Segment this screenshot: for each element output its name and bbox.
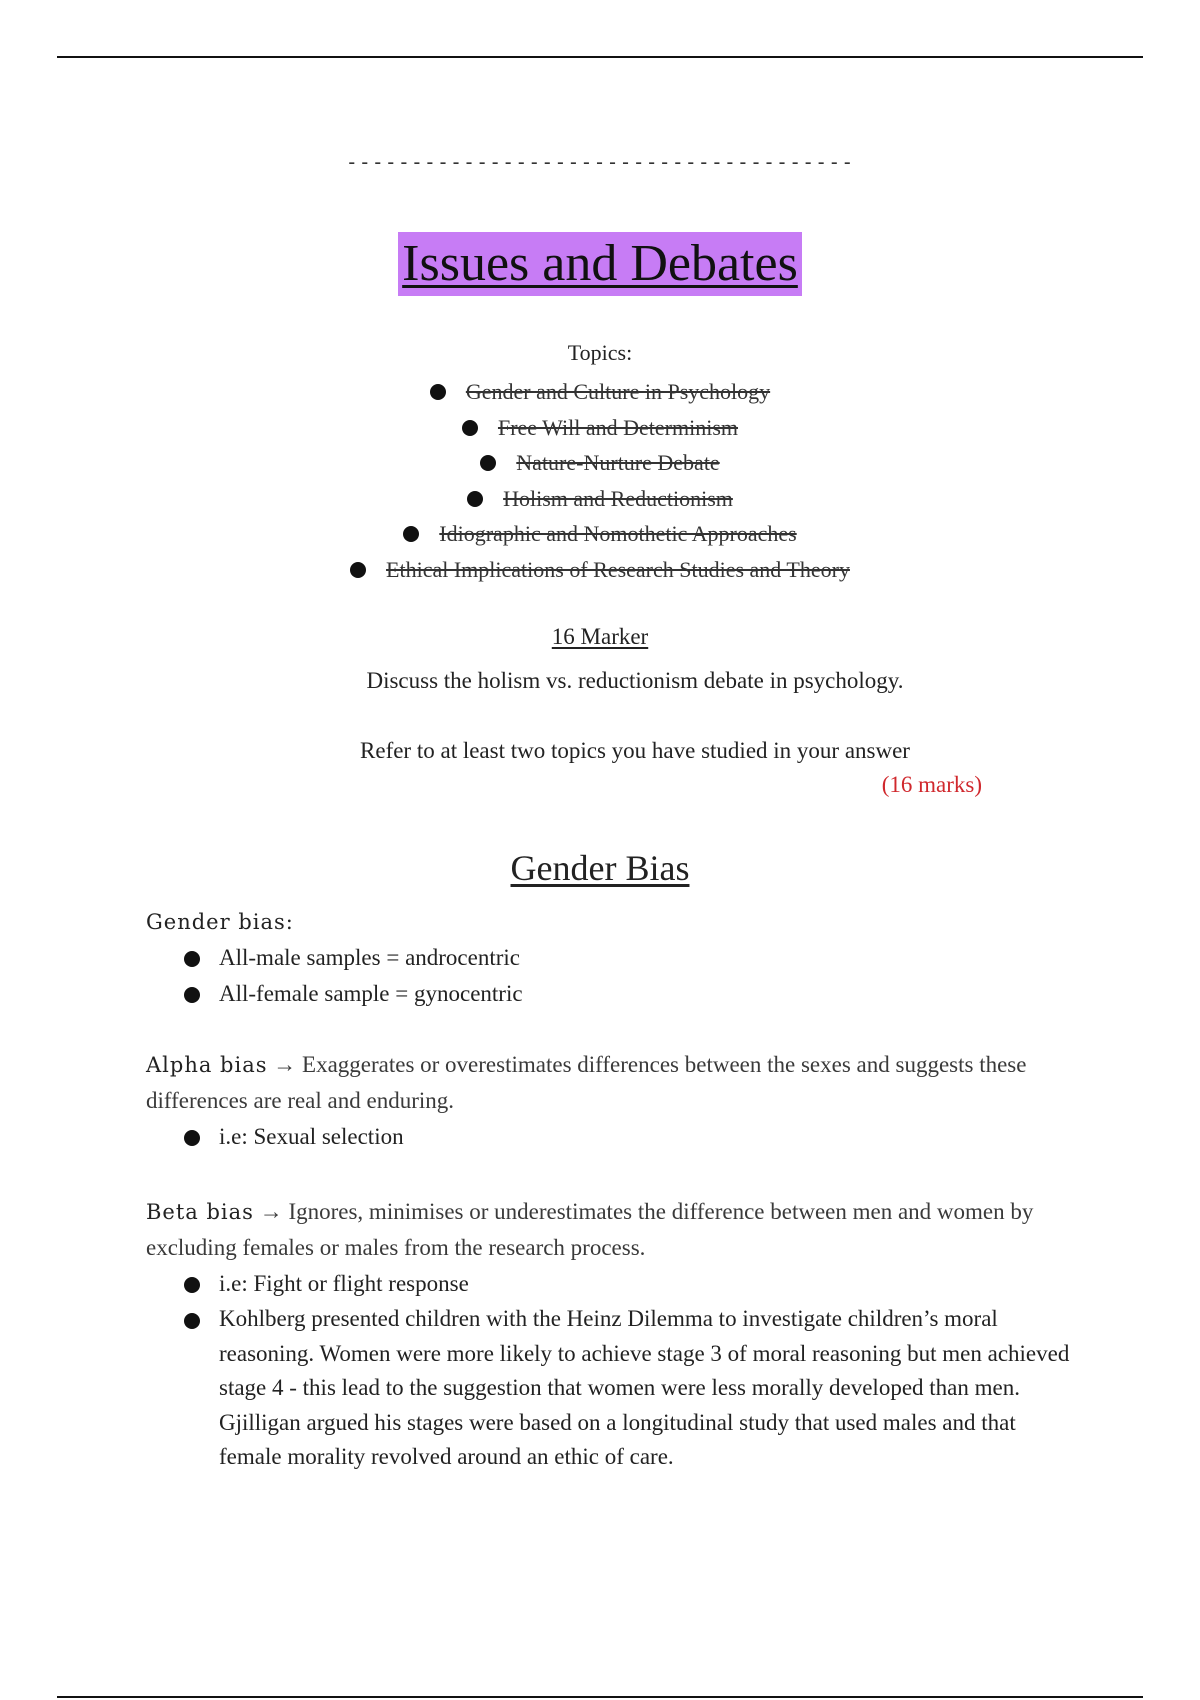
gender-bias-block	[146, 904, 1076, 1012]
list-item: i.e: Sexual selection	[146, 1119, 1076, 1155]
gender-bias-list	[146, 940, 1076, 1012]
list-item: Kohlberg presented children with the Heinz Dilemma to investigate children’s moral reasoning. Women were more likely to achieve stage 3 of moral reasoning but men achieved stage 4 - this lead to the suggestion that women were less morally developed than men. Gjilligan argued his stages were based on a longitudinal study that used males and that female morality revolved around an ethic of care.	[146, 1302, 1076, 1475]
bullet-icon	[403, 526, 419, 542]
list-item: All-male samples = androcentric	[146, 940, 1076, 976]
topic-label: Holism and Reductionism	[503, 485, 733, 511]
topics-list	[0, 374, 1200, 587]
alpha-bias-paragraph	[146, 1047, 1076, 1119]
topic-label: Idiographic and Nomothetic Approaches	[439, 521, 797, 546]
topic-label: Ethical Implications of Research Studies and Theory	[386, 556, 850, 582]
topic-label: Nature-Nurture Debate	[516, 450, 720, 475]
beta-bias-list	[146, 1266, 1076, 1475]
list-item: i.e: Fight or flight response	[146, 1266, 1076, 1302]
gender-bias-label: Gender bias:	[146, 910, 294, 934]
alpha-bias-list	[146, 1119, 1076, 1155]
topic-item	[0, 445, 1200, 481]
bullet-icon	[462, 420, 478, 436]
marks-label: (16 marks)	[881, 772, 982, 797]
beta-bias-block	[146, 1194, 1076, 1475]
topic-item	[0, 481, 1200, 517]
dash-separator: ---------------------------------------	[345, 150, 855, 174]
bullet-icon	[467, 491, 483, 507]
topic-item	[0, 410, 1200, 446]
topic-item	[0, 374, 1200, 410]
topic-label: Free Will and Determinism	[497, 414, 739, 440]
topic-item	[0, 516, 1200, 552]
title-wrapper	[0, 232, 1200, 296]
topics-heading: Topics:	[567, 340, 633, 365]
bullet-icon	[350, 562, 366, 578]
alpha-bias-description: → Exaggerates or overestimates differences between the sexes and suggests these differences are real and enduring.	[146, 1052, 1027, 1113]
beta-bias-term: Beta bias	[146, 1200, 254, 1224]
alpha-bias-term: Alpha bias	[146, 1053, 268, 1077]
bullet-icon	[480, 455, 496, 471]
section-heading-gender-bias: Gender Bias	[510, 848, 690, 888]
page-title: Issues and Debates	[398, 232, 802, 296]
topic-label: Gender and Culture in Psychology	[465, 379, 771, 404]
alpha-bias-block	[146, 1047, 1076, 1155]
exam-question: Discuss the holism vs. reductionism debate in psychology.	[366, 668, 904, 693]
bullet-icon	[430, 384, 446, 400]
top-rule	[57, 56, 1143, 58]
marker-heading: 16 Marker	[551, 624, 649, 649]
beta-bias-description: → Ignores, minimises or underestimates the difference between men and women by excluding females or males from the research process.	[146, 1199, 1034, 1260]
bottom-rule	[57, 1696, 1143, 1698]
topic-item	[0, 552, 1200, 588]
list-item: All-female sample = gynocentric	[146, 976, 1076, 1012]
beta-bias-paragraph	[146, 1194, 1076, 1266]
exam-instruction: Refer to at least two topics you have studied in your answer	[360, 738, 910, 763]
